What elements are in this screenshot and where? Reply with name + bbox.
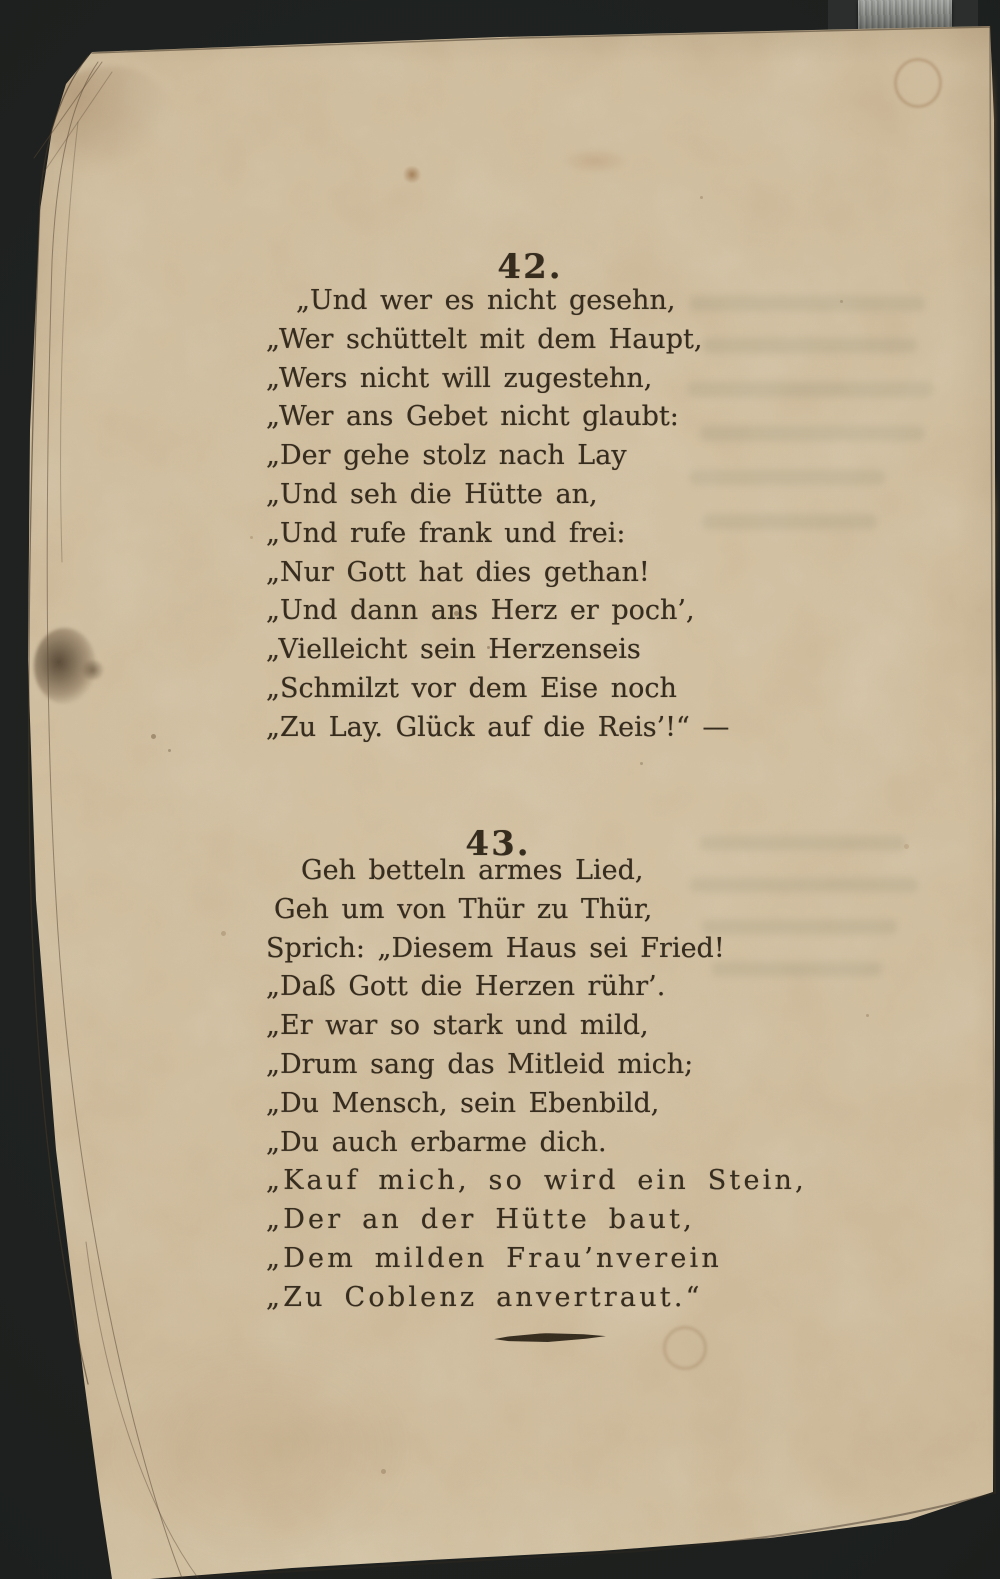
foxing-specks bbox=[0, 0, 3, 3]
